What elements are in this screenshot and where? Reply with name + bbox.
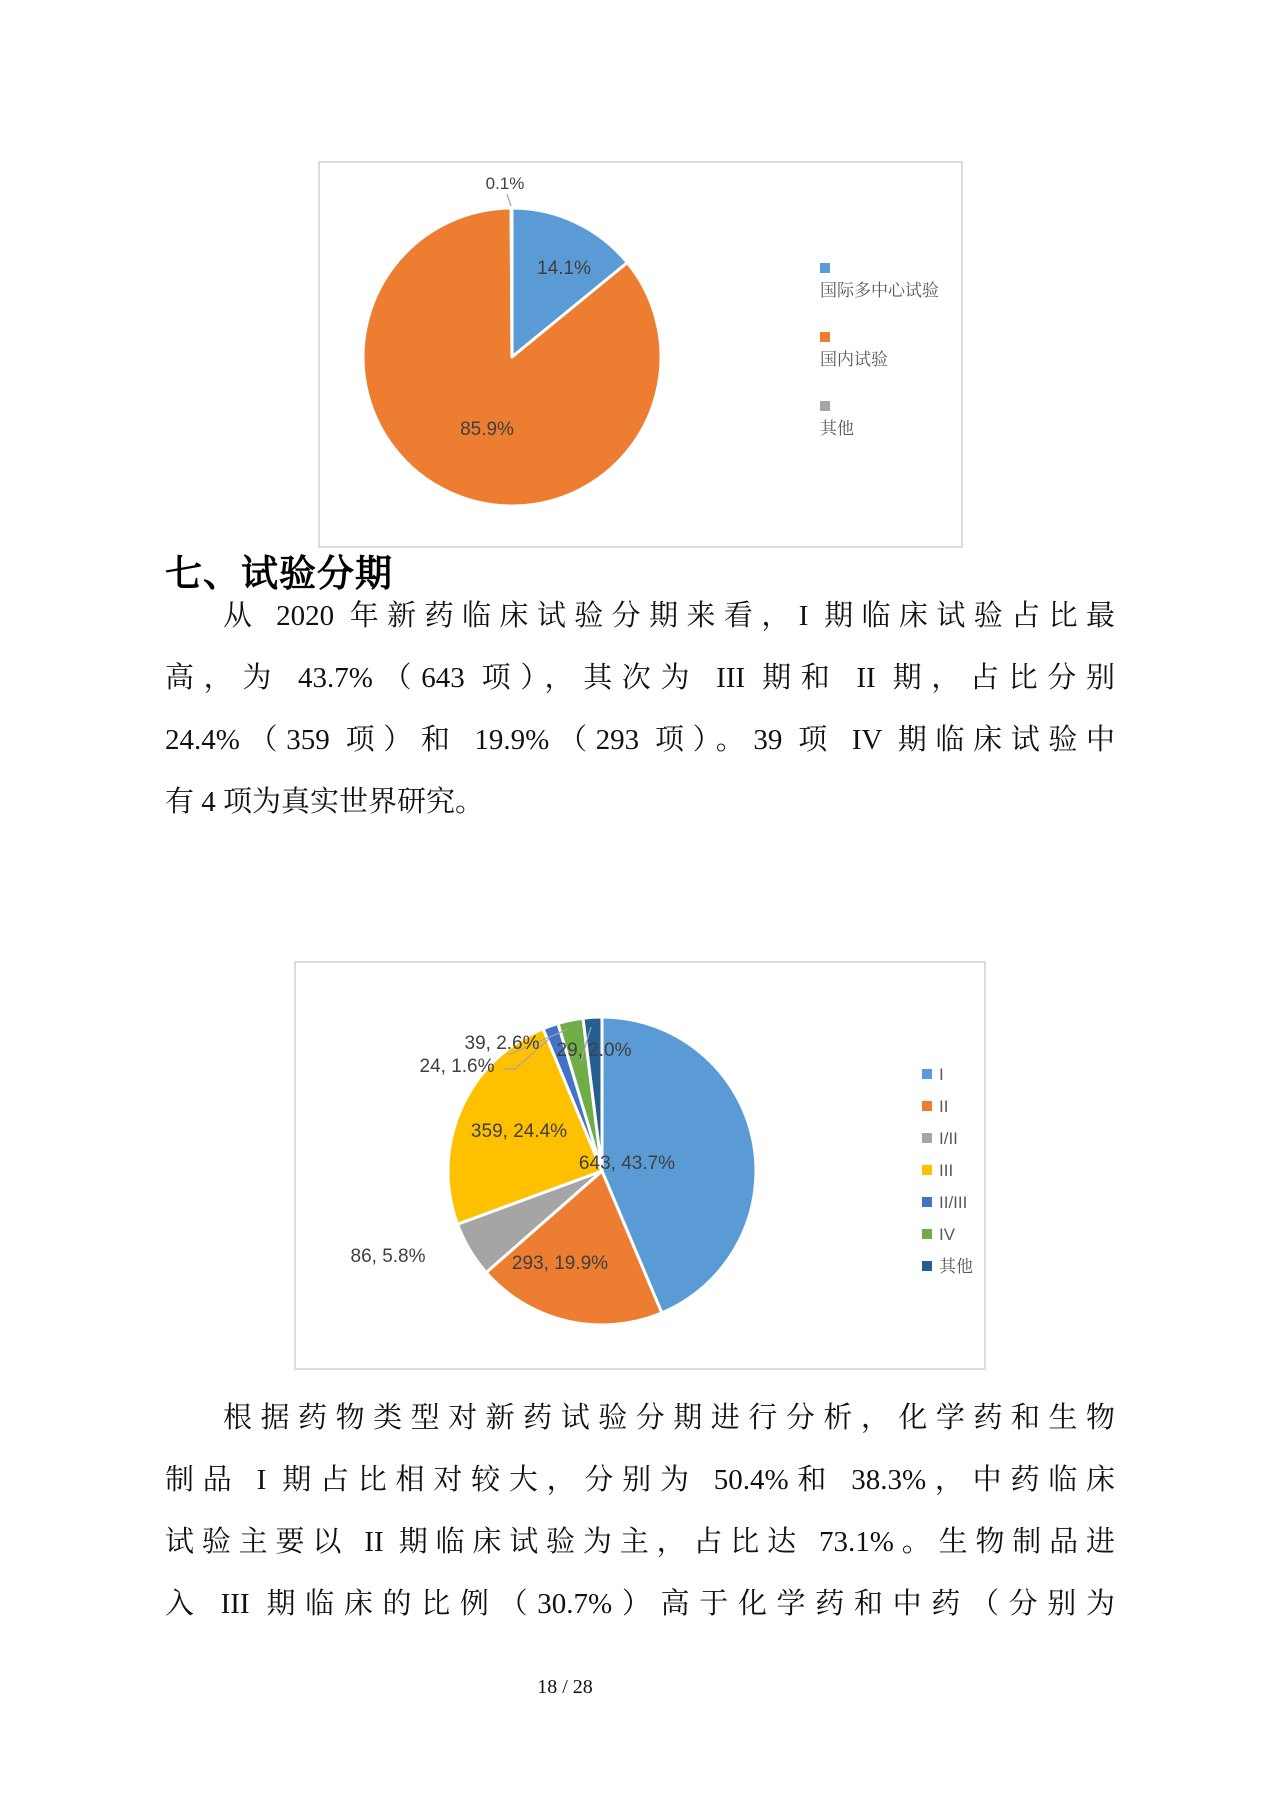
legend-label-iii: III xyxy=(939,1161,954,1180)
legend-label-i: I xyxy=(939,1065,944,1084)
legend-swatch-international xyxy=(820,263,830,273)
legend-swatch-ii xyxy=(922,1101,932,1111)
legend-label-ii-iii: II/III xyxy=(939,1193,968,1212)
legend-label-i-ii: I/II xyxy=(939,1129,958,1148)
pie-chart-trial-type xyxy=(318,161,963,548)
legend-swatch-iii xyxy=(922,1165,932,1175)
legend-swatch-other xyxy=(922,1261,932,1271)
legend-item-ii-iii xyxy=(922,1193,973,1213)
legend-label-international: 国际多中心试验 xyxy=(820,281,939,300)
pie-chart-trial-phase xyxy=(294,961,986,1370)
text-line: 试验主要以 II 期临床试验为主，占比达 73.1%。生物制品进 xyxy=(165,1526,1115,1558)
legend-label-other: 其他 xyxy=(939,1257,973,1276)
slice-label-phase-i: 643, 43.7% xyxy=(578,1153,676,1174)
legend-swatch-other xyxy=(820,401,830,411)
pie-slice-其他 xyxy=(511,208,512,357)
legend-item-iv xyxy=(922,1225,973,1245)
legend-item-domestic xyxy=(820,332,962,369)
text-line: 24.4%（359 项）和 19.9%（293 项）。39 项 IV 期临床试验中 xyxy=(165,724,1115,756)
text-line: 根据药物类型对新药试验分期进行分析，化学药和生物 xyxy=(223,1402,1115,1434)
paragraph-trial-phase-overview xyxy=(165,585,1115,833)
trial-phase-legend xyxy=(922,1065,973,1289)
legend-label-domestic: 国内试验 xyxy=(820,350,888,369)
legend-label-ii: II xyxy=(939,1097,949,1116)
legend-item-ii xyxy=(922,1097,973,1117)
slice-label-domestic: 85.9% xyxy=(460,419,514,440)
legend-label-iv: IV xyxy=(939,1225,956,1244)
trial-type-pie xyxy=(363,208,661,506)
leader-line-other xyxy=(507,194,511,206)
legend-swatch-ii-iii xyxy=(922,1197,932,1207)
legend-item-other xyxy=(922,1257,973,1277)
text-line: 高，为 43.7%（643 项），其次为 III 期和 II 期，占比分别 xyxy=(165,662,1115,694)
legend-swatch-domestic xyxy=(820,332,830,342)
slice-label-phase-iv: 39, 2.6% xyxy=(464,1033,540,1054)
legend-item-i-ii xyxy=(922,1129,973,1149)
legend-item-iii xyxy=(922,1161,973,1181)
section-heading: 七、试验分期 xyxy=(165,552,393,594)
slice-label-phase-i-ii: 86, 5.8% xyxy=(350,1246,426,1267)
trial-type-legend xyxy=(820,263,962,470)
legend-item-other xyxy=(820,401,962,438)
text-line: 制品 I 期占比相对较大，分别为 50.4%和 38.3%，中药临床 xyxy=(165,1464,1115,1496)
legend-item-international xyxy=(820,263,962,300)
slice-label-phase-iii: 359, 24.4% xyxy=(470,1121,568,1142)
legend-swatch-iv xyxy=(922,1229,932,1239)
legend-swatch-i xyxy=(922,1069,932,1079)
slice-label-phase-other: 29, 2.0% xyxy=(556,1040,632,1061)
legend-item-i xyxy=(922,1065,973,1085)
page-number: 18 / 28 xyxy=(537,1676,593,1698)
slice-label-other: 0.1% xyxy=(485,174,525,193)
slice-label-phase-ii-iii: 24, 1.6% xyxy=(419,1056,495,1077)
slice-label-phase-ii: 293, 19.9% xyxy=(511,1253,609,1274)
paragraph-drug-type-analysis xyxy=(165,1387,1115,1635)
legend-swatch-i-ii xyxy=(922,1133,932,1143)
slice-label-international: 14.1% xyxy=(537,258,591,279)
text-line: 从 2020 年新药临床试验分期来看，I 期临床试验占比最 xyxy=(223,600,1115,632)
legend-label-other: 其他 xyxy=(820,419,854,438)
text-line: 有 4 项为真实世界研究。 xyxy=(165,786,485,818)
text-line: 入 III 期临床的比例（30.7%）高于化学药和中药（分别为 xyxy=(165,1588,1115,1620)
